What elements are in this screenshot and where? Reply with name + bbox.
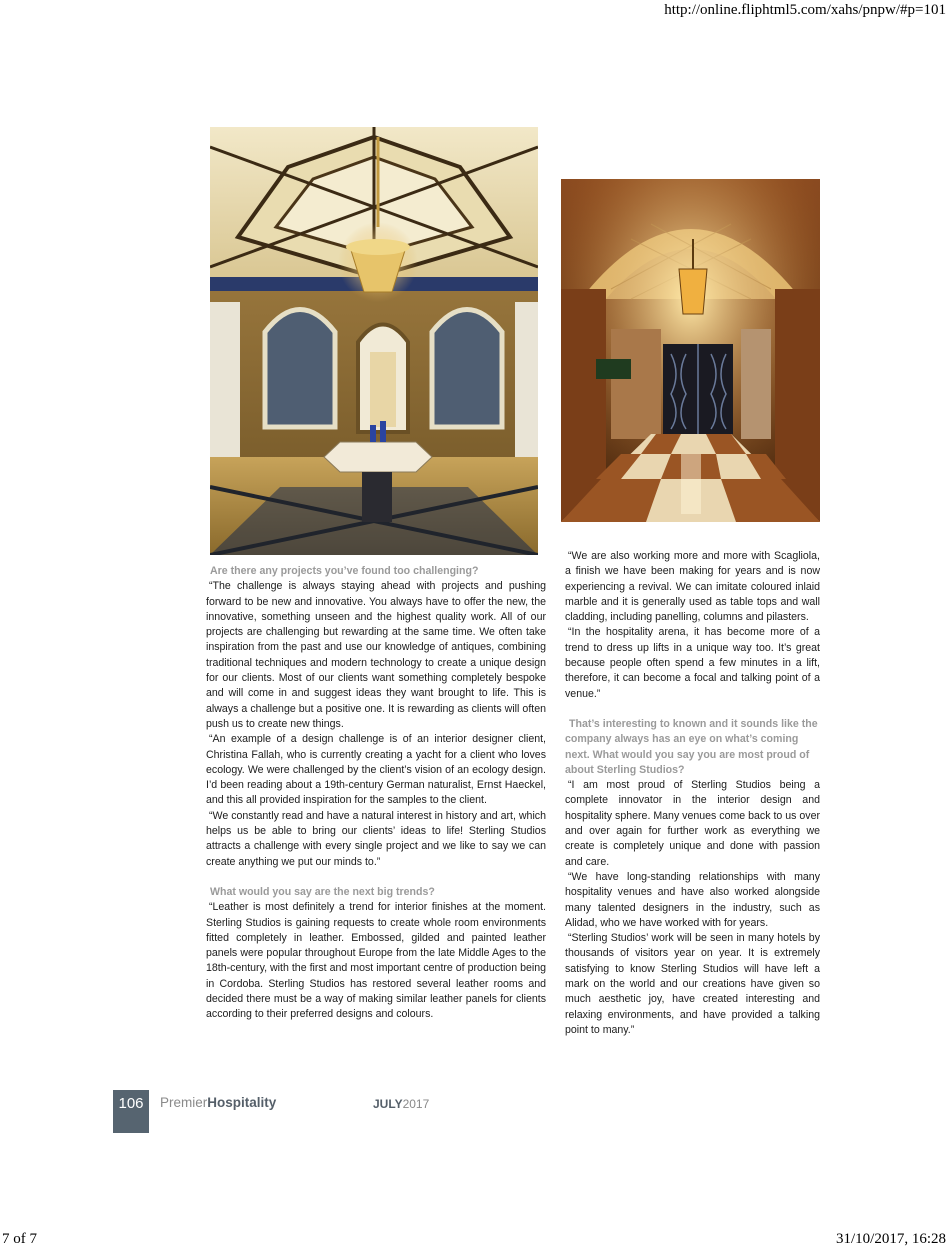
page-number: 106: [113, 1090, 149, 1133]
article-paragraph: “We are also working more and more with Scagliola, a finish we have been making for years and is now experiencing a revival. We can imitate coloured inlaid marble and it is generally used as table tops and wall cladding, including panelling, columns and pilasters.: [565, 550, 820, 624]
paragraph-gap: [565, 702, 820, 717]
article-paragraph: “Sterling Studios’ work will be seen in many hotels by thousands of visitors year on year. It is extremely satisfying to know Sterling Studios will have left a mark on the world and our creations have given so much aesthetic joy, have created interesting and relaxing environments, and have provided a talking point to many.”: [565, 932, 820, 1036]
magazine-name-bold: Hospitality: [207, 1095, 277, 1110]
question-heading: What would you say are the next big trends?: [210, 885, 435, 898]
magazine-name-prefix: Premier: [160, 1095, 208, 1110]
article-right-column: [565, 549, 820, 1038]
question-heading: Are there any projects you’ve found too challenging?: [210, 565, 479, 577]
article-paragraph: “Leather is most definitely a trend for interior finishes at the moment. Sterling Studios is gaining requests to create whole room environments fitted completely in leather. Embossed, gilded and painted leather panels were popular throughout Europe from the late Middle Ages to the 18th-century, with the first and most important centre of production being in Cordoba. Sterling Studios has restored several leather rooms and decided there must be a way of making similar leather panels for clients according to their preferred designs and colours.: [206, 901, 546, 1021]
question-heading: That’s interesting to known and it sounds like the company always has an eye on what’s coming next. What would you say you are most proud of about Sterling Studios?: [565, 717, 818, 776]
print-url[interactable]: http://online.fliphtml5.com/xahs/pnpw/#p=101: [664, 2, 946, 18]
article-left-column: [206, 564, 546, 1023]
paragraph-gap: [206, 870, 546, 885]
issue-month: JULY: [373, 1097, 403, 1111]
article-paragraph: “The challenge is always staying ahead with projects and pushing forward to be new and innovative. You always have to offer the new, the innovative, something unseen and the highest quality work. All of our projects are challenging but rewarding at the same time. We often take inspiration from the past and use our knowledge of antiques, combining traditional techniques and modern technology to create a unique design for our clients. Most of our clients want something completely bespoke and will come in and suggest ideas they want brought to life. This is always a challenge but a positive one. It is rewarding as clients will often push us to create new things.: [206, 580, 546, 730]
issue-date: [373, 1097, 429, 1111]
article-paragraph: “We have long-standing relationships with many hospitality venues and have also worked alongside many talented designers in the industry, such as Alidad, who we have worked with for years.: [565, 870, 820, 929]
article-paragraph: “We constantly read and have a natural interest in history and art, which helps us be able to bring our clients’ ideas to life! Sterling Studios attracts a challenge with every single project and we like to say we can create anything we put our minds to.”: [206, 809, 546, 868]
magazine-name: [160, 1095, 276, 1110]
print-timestamp: 31/10/2017, 16:28: [835, 1231, 946, 1247]
issue-year: 2017: [402, 1097, 430, 1111]
photo-ornate-hall: [210, 127, 538, 555]
print-page-count: 7 of 7: [2, 1231, 37, 1247]
photo-marble-corridor: [561, 179, 820, 522]
article-paragraph: “I am most proud of Sterling Studios being a complete innovator in the interior design and hospitality sphere. Many venues come back to us over and over again for further work as everything we create is completely unique and done with passion and care.: [565, 779, 820, 868]
article-paragraph: “In the hospitality arena, it has become more of a trend to dress up lifts in a unique way too. It’s great because people often spend a few minutes in a lift, therefore, it can become a focal and talking point of a venue.”: [565, 626, 820, 700]
article-paragraph: “An example of a design challenge is of an interior designer client, Christina Fallah, who is currently creating a yacht for a client who loves ecology. We were challenged by the client’s vision of an ecology design. I’d been reading about a 19th-century German naturalist, Ernst Haeckel, and this all provided inspiration for the samples to the client.: [206, 733, 546, 807]
